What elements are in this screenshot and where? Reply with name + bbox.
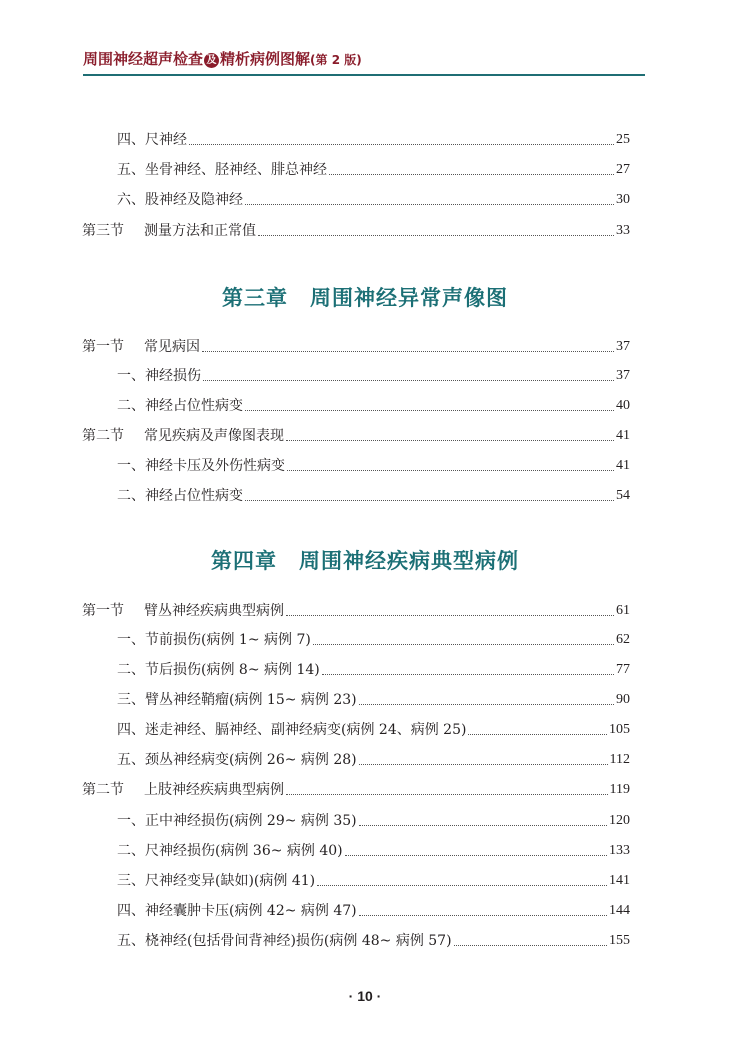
chapter-3-heading[interactable] bbox=[0, 282, 730, 312]
toc-section-entry[interactable] bbox=[82, 337, 630, 357]
chapter-number: 第三章 bbox=[222, 286, 288, 310]
dot-leader bbox=[286, 794, 608, 795]
toc-entry[interactable] bbox=[117, 486, 630, 506]
toc-entry-page: 62 bbox=[616, 632, 630, 647]
toc-entry[interactable] bbox=[117, 931, 630, 951]
toc-section-number: 第二节 bbox=[82, 782, 124, 798]
header-title-part1: 周围神经超声检查 bbox=[83, 50, 204, 68]
toc-entry-page: 144 bbox=[609, 903, 630, 918]
chapter-4-heading[interactable] bbox=[0, 545, 730, 575]
toc-entry-label: 一、节前损伤(病例 1~ 病例 7) bbox=[117, 632, 311, 648]
header-edition: (第 2 版) bbox=[310, 53, 362, 67]
dot-leader bbox=[359, 704, 614, 705]
toc-entry-label: 上肢神经疾病典型病例 bbox=[144, 782, 284, 798]
toc-entry[interactable] bbox=[117, 190, 630, 210]
toc-entry-label: 二、尺神经损伤(病例 36~ 病例 40) bbox=[117, 843, 343, 859]
toc-entry-page: 37 bbox=[616, 368, 630, 383]
toc-entry-page: 119 bbox=[609, 782, 630, 797]
dot-leader bbox=[287, 470, 614, 471]
dot-leader bbox=[202, 351, 614, 352]
toc-entry-label: 三、尺神经变异(缺如)(病例 41) bbox=[117, 873, 316, 889]
toc-entry-page: 40 bbox=[616, 398, 630, 413]
toc-entry-page: 33 bbox=[616, 223, 630, 238]
running-header bbox=[83, 48, 645, 74]
toc-entry-label: 三、臂丛神经鞘瘤(病例 15~ 病例 23) bbox=[117, 692, 357, 708]
toc-entry[interactable] bbox=[117, 366, 630, 386]
toc-entry[interactable] bbox=[117, 720, 630, 740]
dot-leader bbox=[359, 764, 608, 765]
dot-leader bbox=[313, 644, 614, 645]
toc-entry[interactable] bbox=[117, 811, 630, 831]
toc-entry[interactable] bbox=[117, 690, 630, 710]
header-rule bbox=[83, 74, 645, 76]
toc-entry-page: 105 bbox=[609, 722, 630, 737]
toc-section-entry[interactable] bbox=[82, 221, 630, 241]
toc-entry-page: 27 bbox=[616, 162, 630, 177]
page-number: · 10 · bbox=[348, 988, 382, 1004]
dot-leader bbox=[203, 380, 614, 381]
chapter-title: 周围神经异常声像图 bbox=[310, 286, 508, 310]
dot-leader bbox=[245, 204, 614, 205]
toc-entry[interactable] bbox=[117, 396, 630, 416]
toc-entry[interactable] bbox=[117, 841, 630, 861]
toc-section-entry[interactable] bbox=[82, 426, 630, 446]
toc-entry[interactable] bbox=[117, 456, 630, 476]
toc-entry-label: 一、神经卡压及外伤性病变 bbox=[117, 458, 285, 474]
toc-entry-label: 四、迷走神经、膈神经、副神经病变(病例 24、病例 25) bbox=[117, 722, 467, 738]
toc-entry-page: 77 bbox=[616, 662, 630, 677]
dot-leader bbox=[468, 734, 607, 735]
toc-entry-label: 四、神经囊肿卡压(病例 42~ 病例 47) bbox=[117, 903, 357, 919]
dot-leader bbox=[345, 855, 607, 856]
toc-entry-page: 112 bbox=[609, 752, 630, 767]
toc-entry-page: 30 bbox=[616, 192, 630, 207]
toc-entry[interactable] bbox=[117, 901, 630, 921]
toc-entry-label: 五、桡神经(包括骨间背神经)损伤(病例 48~ 病例 57) bbox=[117, 933, 452, 949]
toc-section-entry[interactable] bbox=[82, 780, 630, 800]
dot-leader bbox=[359, 915, 607, 916]
dot-leader bbox=[329, 174, 614, 175]
toc-entry-page: 54 bbox=[616, 488, 630, 503]
toc-entry-label: 二、神经占位性病变 bbox=[117, 488, 243, 504]
toc-entry-label: 二、神经占位性病变 bbox=[117, 398, 243, 414]
toc-entry-page: 41 bbox=[616, 428, 630, 443]
toc-entry-label: 测量方法和正常值 bbox=[144, 223, 256, 239]
header-title-part2: 精析病例图解 bbox=[220, 50, 311, 68]
toc-section-number: 第三节 bbox=[82, 223, 124, 239]
toc-entry-page: 141 bbox=[609, 873, 630, 888]
chapter-number: 第四章 bbox=[211, 549, 277, 573]
header-circle-char: 及 bbox=[204, 53, 219, 68]
toc-entry-label: 一、神经损伤 bbox=[117, 368, 201, 384]
toc-entry-label: 臂丛神经疾病典型病例 bbox=[144, 603, 284, 619]
toc-section-number: 第一节 bbox=[82, 339, 124, 355]
toc-entry-page: 120 bbox=[609, 813, 630, 828]
dot-leader bbox=[359, 825, 607, 826]
toc-entry-label: 五、颈丛神经病变(病例 26~ 病例 28) bbox=[117, 752, 357, 768]
toc-section-number: 第二节 bbox=[82, 428, 124, 444]
toc-section-number: 第一节 bbox=[82, 603, 124, 619]
dot-leader bbox=[189, 144, 614, 145]
toc-entry-label: 五、坐骨神经、胫神经、腓总神经 bbox=[117, 162, 327, 178]
toc-entry-label: 二、节后损伤(病例 8~ 病例 14) bbox=[117, 662, 320, 678]
toc-entry-label: 四、尺神经 bbox=[117, 132, 187, 148]
toc-entry-page: 41 bbox=[616, 458, 630, 473]
chapter-title: 周围神经疾病典型病例 bbox=[299, 549, 519, 573]
toc-section-entry[interactable] bbox=[82, 601, 630, 621]
toc-entry-page: 133 bbox=[609, 843, 630, 858]
toc-entry-page: 37 bbox=[616, 339, 630, 354]
toc-entry-page: 155 bbox=[609, 933, 630, 948]
toc-entry[interactable] bbox=[117, 160, 630, 180]
toc-entry[interactable] bbox=[117, 871, 630, 891]
toc-entry[interactable] bbox=[117, 750, 630, 770]
dot-leader bbox=[286, 440, 614, 441]
toc-entry-label: 一、正中神经损伤(病例 29~ 病例 35) bbox=[117, 813, 357, 829]
dot-leader bbox=[322, 674, 614, 675]
dot-leader bbox=[317, 885, 607, 886]
toc-entry-page: 25 bbox=[616, 132, 630, 147]
toc-entry[interactable] bbox=[117, 130, 630, 150]
dot-leader bbox=[245, 410, 614, 411]
toc-entry[interactable] bbox=[117, 660, 630, 680]
toc-entry[interactable] bbox=[117, 630, 630, 650]
dot-leader bbox=[454, 945, 607, 946]
toc-entry-label: 常见病因 bbox=[144, 339, 200, 355]
toc-entry-label: 六、股神经及隐神经 bbox=[117, 192, 243, 208]
toc-entry-page: 90 bbox=[616, 692, 630, 707]
toc-entry-page: 61 bbox=[616, 603, 630, 618]
dot-leader bbox=[245, 500, 614, 501]
dot-leader bbox=[286, 615, 614, 616]
dot-leader bbox=[258, 235, 614, 236]
toc-entry-label: 常见疾病及声像图表现 bbox=[144, 428, 284, 444]
